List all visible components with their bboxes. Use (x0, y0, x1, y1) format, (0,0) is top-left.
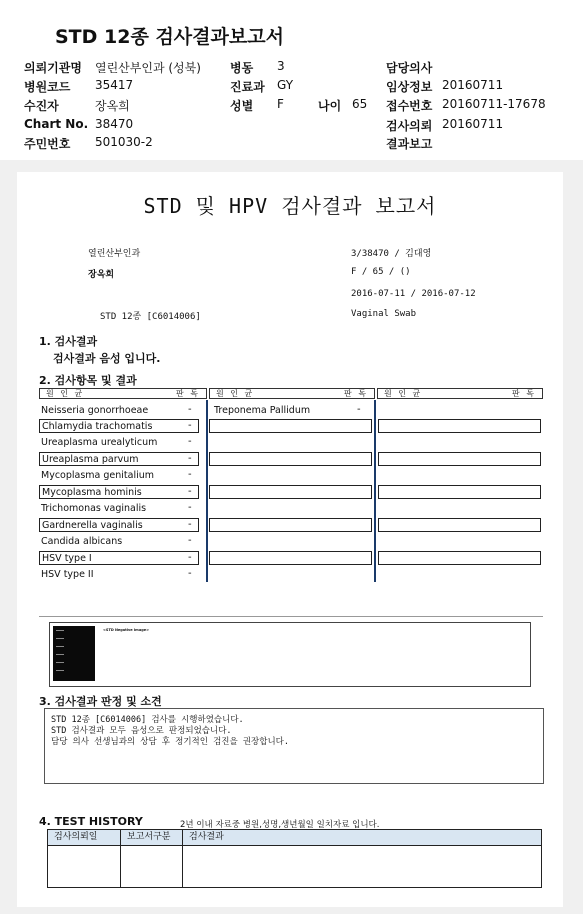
opinion-box (44, 708, 544, 784)
resident-no-value: 501030-2 (95, 135, 153, 149)
history-table-header (48, 830, 541, 846)
sex-value: F (277, 97, 284, 111)
section1-result: 검사결과 음성 입니다. (53, 352, 161, 365)
info-patient: 장옥희 (88, 270, 115, 280)
col-head-reading: 판 독 (176, 389, 200, 398)
history-table (47, 829, 542, 888)
hospital-code-value: 35417 (95, 78, 134, 92)
scanned-report (17, 172, 563, 907)
empty-result-box (378, 485, 541, 499)
info-dates: 2016-07-11 / 2016-07-12 (351, 289, 476, 299)
doctor-label: 담당의사 (386, 61, 433, 75)
col-head-3 (377, 388, 543, 399)
organism-result: - (188, 519, 192, 530)
info-test: STD 12종 [C6014006] (100, 312, 201, 322)
gel-image-caption: <STD Negative Image> (103, 628, 150, 632)
request-date-label: 검사의뢰 (386, 119, 433, 133)
organism-name: Chlamydia trachomatis (39, 419, 199, 433)
empty-result-box (378, 551, 541, 565)
info-specimen: Vaginal Swab (351, 309, 417, 319)
resident-no-label: 주민번호 (24, 137, 71, 151)
ward-value: 3 (277, 59, 285, 73)
section3-title: 3. 검사결과 판정 및 소견 (39, 695, 162, 708)
organism-result: - (188, 404, 192, 415)
column-divider (374, 400, 376, 582)
request-date-value: 20160711 (442, 117, 504, 131)
organism-result: - (188, 420, 192, 431)
section-divider (39, 616, 543, 617)
info-clinic: 열린산부인과 (88, 249, 141, 259)
organism-name: Gardnerella vaginalis (39, 518, 199, 532)
organism-name: Neisseria gonorrhoeae (41, 405, 149, 416)
sex-label: 성별 (230, 99, 254, 113)
clinic-label: 의뢰기관명 (24, 61, 82, 75)
report-title: STD 및 HPV 검사결과 보고서 (143, 194, 437, 218)
gel-image-thumbnail (53, 626, 95, 681)
empty-result-box (378, 452, 541, 466)
section2-title: 2. 검사항목 및 결과 (39, 374, 137, 387)
receipt-no-value: 20160711-17678 (442, 97, 546, 111)
organism-result: - (188, 568, 192, 579)
empty-result-box (209, 419, 372, 433)
organism-name: Treponema Pallidum (214, 405, 311, 416)
opinion-line: STD 12종 [C6014006] 검사를 시행하였습니다. (51, 715, 244, 725)
opinion-line: 담당 의사 선생님과의 상담 후 정기적인 검진을 권장합니다. (51, 737, 290, 747)
organism-name: Trichomonas vaginalis (41, 503, 147, 514)
age-label: 나이 (318, 99, 342, 113)
organism-result: - (188, 535, 192, 546)
table-divider (182, 845, 183, 887)
organism-result: - (188, 552, 192, 563)
organism-name: Ureaplasma parvum (39, 452, 199, 466)
table-divider (120, 845, 121, 887)
col-head-organism: 원 인 균 (216, 389, 255, 398)
patient-value: 장옥희 (95, 99, 130, 113)
organism-name: HSV type II (41, 569, 94, 580)
result-report-label: 결과보고 (386, 137, 433, 151)
organism-result: - (188, 469, 192, 480)
empty-result-box (378, 518, 541, 532)
section4-title: 4. TEST HISTORY (39, 815, 143, 828)
info-sex-age: F / 65 / () (351, 267, 411, 277)
chart-no-value: 38470 (95, 117, 134, 131)
clinical-info-label: 임상정보 (386, 80, 433, 94)
col-head-1 (39, 388, 207, 399)
col-head-organism: 원 인 균 (46, 389, 85, 398)
info-chart-doctor: 3/38470 / 김대영 (351, 249, 432, 259)
organism-result: - (188, 502, 192, 513)
organism-result: - (188, 453, 192, 464)
organism-name: Mycoplasma hominis (39, 485, 199, 499)
col-head-organism: 원 인 균 (384, 389, 423, 398)
dept-value: GY (277, 78, 294, 92)
organism-result: - (188, 486, 192, 497)
empty-result-box (209, 485, 372, 499)
history-col-result: 검사결과 (189, 832, 224, 842)
patient-label: 수진자 (24, 99, 59, 113)
gel-image-panel (49, 622, 531, 687)
chart-no-label: Chart No. (24, 117, 89, 131)
report-header (0, 0, 583, 160)
empty-result-box (378, 419, 541, 433)
clinical-info-value: 20160711 (442, 78, 504, 92)
organism-name: Mycoplasma genitalium (41, 470, 155, 481)
empty-result-box (209, 551, 372, 565)
gel-bands-graphic (53, 626, 95, 681)
history-col-report-type: 보고서구분 (121, 830, 183, 845)
clinic-value: 열린산부인과 (성북) (95, 61, 201, 75)
empty-result-box (209, 518, 372, 532)
header-title: STD 12종 검사결과보고서 (55, 26, 284, 48)
organism-result: - (357, 404, 361, 415)
receipt-no-label: 접수번호 (386, 99, 433, 113)
opinion-line: STD 검사결과 모두 음성으로 판정되었습니다. (51, 726, 232, 736)
col-head-reading: 판 독 (344, 389, 368, 398)
dept-label: 진료과 (230, 80, 265, 94)
hospital-code-label: 병원코드 (24, 80, 71, 94)
age-value: 65 (352, 97, 368, 111)
col-head-2 (209, 388, 375, 399)
organism-name: HSV type I (39, 551, 199, 565)
col-head-reading: 판 독 (512, 389, 536, 398)
column-divider (206, 400, 208, 582)
organism-name: Candida albicans (41, 536, 123, 547)
empty-result-box (209, 452, 372, 466)
ward-label: 병동 (230, 61, 254, 75)
organism-result: - (188, 436, 192, 447)
organism-name: Ureaplasma urealyticum (41, 437, 158, 448)
section1-title: 1. 검사결과 (39, 335, 98, 348)
history-note: 2년 이내 자료중 병원,성명,생년월일 일치자료 입니다. (180, 820, 380, 830)
history-col-request-date: 검사의뢰일 (48, 830, 121, 845)
